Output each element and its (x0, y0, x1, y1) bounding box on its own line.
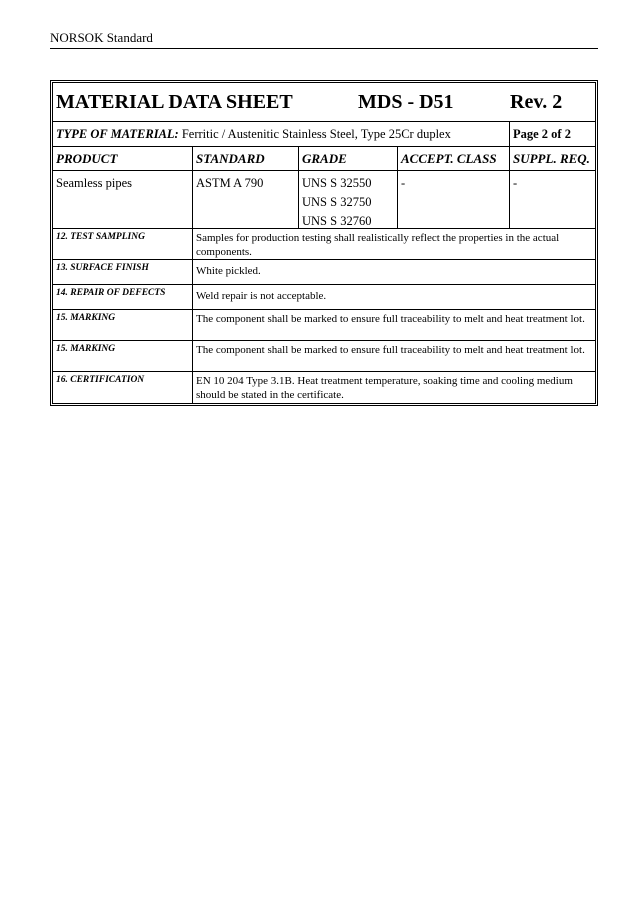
header-divider (50, 48, 598, 49)
col-accept-class: ACCEPT. CLASS (398, 147, 510, 170)
requirement-row (53, 285, 595, 310)
title-row (53, 83, 595, 122)
col-product: PRODUCT (53, 147, 193, 170)
sheet-code: MDS - D51 (358, 90, 454, 113)
material-data-sheet (50, 80, 598, 406)
requirement-text: Samples for production testing shall realistically reflect the properties in the actual components. (196, 232, 560, 258)
product-suppl-req: - (513, 176, 518, 190)
product-standard: ASTM A 790 (193, 171, 299, 228)
requirement-text: Weld repair is not acceptable. (196, 290, 327, 302)
requirement-text: White pickled. (196, 265, 261, 277)
type-label: TYPE OF MATERIAL: (56, 126, 179, 141)
grade-item: UNS S 32760 (302, 214, 372, 228)
requirement-label: 16. CERTIFICATION (53, 372, 193, 403)
type-row (53, 122, 595, 147)
product-grades (299, 171, 398, 228)
sheet-revision: Rev. 2 (510, 90, 563, 113)
requirement-text: EN 10 204 Type 3.1B. Heat treatment temperature, soaking time and cooling medium should be stated in the certificate. (196, 375, 573, 401)
requirement-row (53, 310, 595, 341)
requirement-label: 12. TEST SAMPLING (53, 229, 193, 259)
product-accept-class: - (398, 171, 510, 228)
requirement-label: 14. REPAIR OF DEFECTS (53, 285, 193, 309)
requirement-label: 13. SURFACE FINISH (53, 260, 193, 284)
col-suppl-req: SUPPL. REQ. (513, 150, 590, 166)
requirement-label: 15. MARKING (53, 310, 193, 340)
type-of-material-cell (53, 122, 510, 147)
column-header-row (53, 147, 595, 171)
grade-item: UNS S 32750 (302, 195, 372, 209)
type-value: Ferritic / Austenitic Stainless Steel, Type 25Cr duplex (178, 126, 451, 141)
requirement-text: The component shall be marked to ensure full traceability to melt and heat treatment lot. (196, 344, 585, 356)
page-number: Page 2 of 2 (513, 126, 571, 141)
requirement-row (53, 229, 595, 260)
requirement-row (53, 372, 595, 403)
grade-item: UNS S 32550 (302, 176, 372, 190)
requirement-text: The component shall be marked to ensure full traceability to melt and heat treatment lot. (196, 313, 585, 325)
col-standard: STANDARD (193, 147, 299, 170)
product-row (53, 171, 595, 229)
requirement-row (53, 260, 595, 285)
requirement-row (53, 341, 595, 372)
product-name: Seamless pipes (53, 171, 193, 228)
col-grade: GRADE (299, 147, 398, 170)
sheet-title: MATERIAL DATA SHEET (56, 90, 293, 113)
page-header: NORSOK Standard (50, 30, 153, 45)
requirement-label: 15. MARKING (53, 341, 193, 371)
